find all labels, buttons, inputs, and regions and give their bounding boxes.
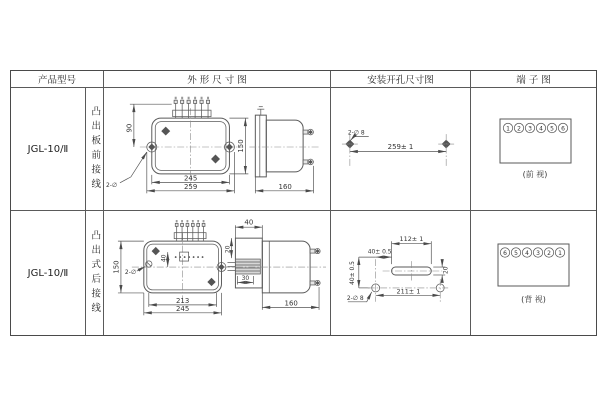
side-view <box>223 238 326 293</box>
terminal-box <box>498 244 569 286</box>
hole-label <box>106 151 147 188</box>
dim-90-label: 90 <box>125 123 134 133</box>
dim-span <box>376 287 441 295</box>
dim-20-slot-label: 20 <box>442 266 450 274</box>
model-cell-row2 <box>11 211 86 335</box>
hole-label <box>348 129 369 140</box>
outline-drawing-front-wiring <box>104 88 330 211</box>
dim-150-label: 150 <box>236 138 245 153</box>
dim-20-left <box>224 238 231 258</box>
terminal-number: 3 <box>536 249 540 257</box>
screw-icon <box>152 247 160 255</box>
install-cell-row1 <box>331 88 471 211</box>
screw-icon <box>207 278 215 286</box>
dim-40h-label: 40± 0.5 <box>367 248 392 256</box>
hole-label <box>125 267 145 276</box>
dim-30 <box>237 275 253 284</box>
wiring-mode-label: 凸出板前接线 <box>89 105 101 193</box>
dim-20-label: 20 <box>224 245 232 254</box>
dim-259-label: 259 <box>183 182 198 191</box>
hole-label <box>347 292 372 302</box>
terminal-number: 4 <box>525 249 529 257</box>
dim-40-vertical <box>349 257 376 288</box>
front-view <box>132 233 240 304</box>
col-header-install-dims <box>331 71 471 88</box>
dim-150 <box>229 118 248 174</box>
model-label: JGL-10/Ⅱ <box>27 143 69 155</box>
terminal-number: 1 <box>558 249 562 257</box>
header-label: 端 子 图 <box>516 75 551 86</box>
terminal-box <box>500 119 571 163</box>
outline-cell-row2 <box>104 211 331 335</box>
terminal-number: 4 <box>539 124 543 132</box>
install-cell-row2 <box>331 211 471 335</box>
model-label: JGL-10/Ⅱ <box>27 267 69 279</box>
terminal-cell-row1 <box>471 88 596 211</box>
terminal-pins <box>174 220 206 241</box>
outline-cell-row1 <box>104 88 331 211</box>
dim-40-top-label: 40 <box>244 218 254 227</box>
slot <box>383 261 443 281</box>
col-header-outline-dims <box>104 71 331 88</box>
terminal-caption: (前 视) <box>522 169 548 179</box>
col-header-terminal-diagram <box>471 71 596 88</box>
terminal-dots <box>175 252 204 261</box>
hole-label-text: 2-∅ 8 <box>346 294 364 302</box>
install-drawing-rear-wiring <box>331 211 470 335</box>
hole-label-text: 2-∅ <box>124 268 137 276</box>
front-view <box>140 108 244 185</box>
side-view <box>249 106 320 176</box>
terminal-number: 1 <box>506 124 510 132</box>
wiring-cell-row2 <box>86 211 104 335</box>
install-drawing-front-wiring <box>331 88 470 211</box>
dim-40-horizontal <box>368 249 392 257</box>
dim-245-label: 245 <box>176 304 190 313</box>
dim-213-label: 213 <box>176 296 190 305</box>
dim-160-label: 160 <box>284 299 298 308</box>
dim-span <box>350 143 446 151</box>
terminal-number: 5 <box>550 124 554 132</box>
dim-150 <box>112 241 143 293</box>
dim-span-label: 211± 1 <box>396 287 421 296</box>
dim-40-inner <box>161 252 168 267</box>
dim-160-label: 160 <box>278 182 292 191</box>
dim-160 <box>262 287 319 310</box>
col-header-product-model <box>11 71 104 88</box>
hole-label-text: 2-∅ 8 <box>347 129 365 137</box>
wiring-cell-row1 <box>86 88 104 211</box>
model-cell-row1 <box>11 88 86 211</box>
dim-112 <box>392 235 432 264</box>
dim-span-label: 259± 1 <box>387 142 414 151</box>
header-label: 外 形 尺 寸 图 <box>187 75 247 86</box>
terminal-cell-row2 <box>471 211 596 335</box>
terminal-number: 5 <box>514 249 518 257</box>
wiring-mode-label: 凸出式后接线 <box>89 229 101 317</box>
terminal-number: 2 <box>547 249 551 257</box>
dim-40v-label: 40± 0.5 <box>348 261 356 285</box>
screw-icon <box>211 154 220 163</box>
dim-90 <box>125 104 171 147</box>
terminal-caption: (背 视) <box>521 295 546 304</box>
dim-30-label: 30 <box>241 274 250 282</box>
screw-icon <box>161 126 170 135</box>
terminal-number: 2 <box>517 124 521 132</box>
dim-40-top <box>235 219 262 238</box>
dim-245-label: 245 <box>183 173 198 182</box>
outline-drawing-rear-wiring <box>104 211 330 335</box>
terminal-pins <box>173 96 211 117</box>
terminal-number: 3 <box>528 124 532 132</box>
terminal-diagram-rear-view <box>471 211 596 335</box>
header-label: 安装开孔尺寸图 <box>367 75 434 86</box>
dim-112-label: 112± 1 <box>399 235 424 244</box>
hole-label-text: 2-∅ <box>105 181 118 189</box>
terminal-diagram-front-view <box>471 88 596 211</box>
spec-table <box>10 70 597 336</box>
dim-150-label: 150 <box>112 260 121 274</box>
terminal-number: 6 <box>561 124 565 132</box>
terminal-number: 6 <box>503 249 507 257</box>
header-label: 产品型号 <box>37 75 76 86</box>
dim-160 <box>255 165 313 192</box>
dim-40-inner-label: 40 <box>160 254 168 263</box>
